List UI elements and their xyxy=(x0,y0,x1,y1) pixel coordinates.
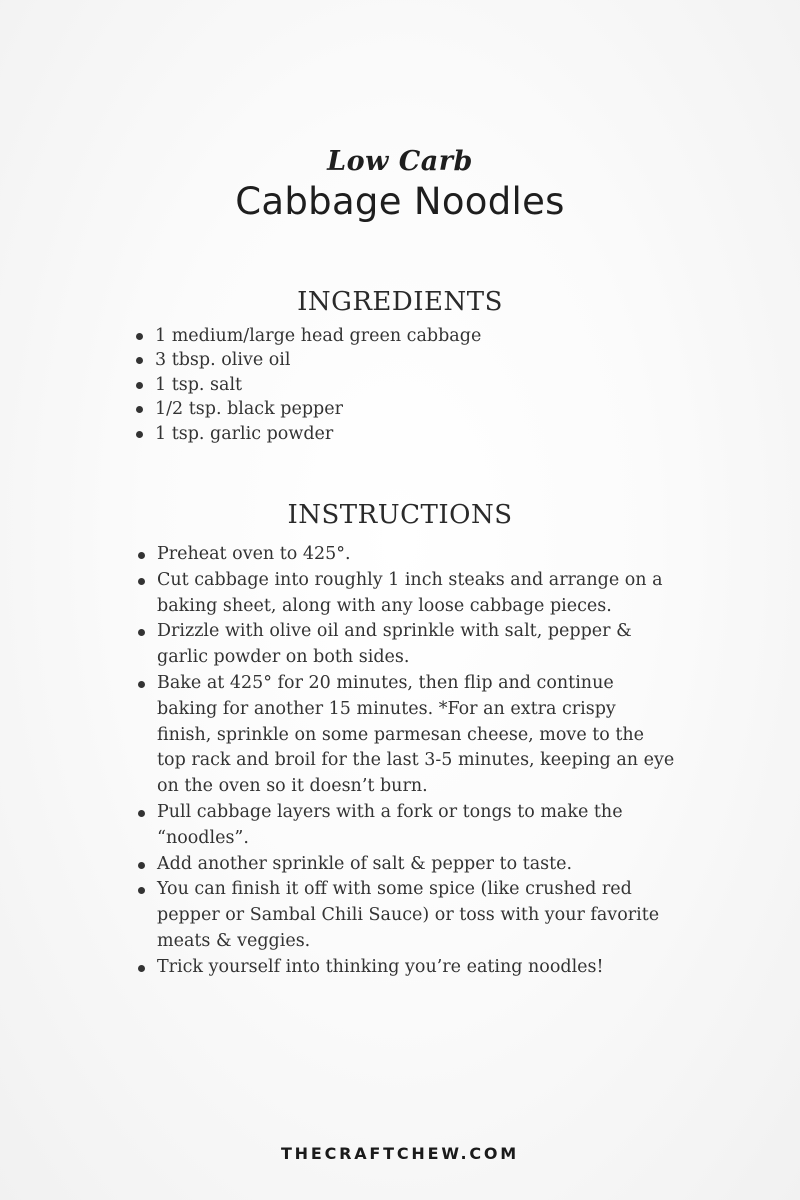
recipe-title: Cabbage Noodles xyxy=(235,180,565,223)
ingredient-item: 1 medium/large head green cabbage xyxy=(133,324,673,348)
recipe-subtitle: Low Carb xyxy=(327,146,473,177)
instruction-step: Bake at 425° for 20 minutes, then flip and continue baking for another 15 minutes. *For an extra crispy finish, sprinkle on some parmesan cheese, move to the top rack and broil for the last 3-5 minutes, keeping an eye on the oven so it doesn’t burn. xyxy=(135,671,675,800)
ingredients-list xyxy=(133,324,673,446)
ingredient-item: 3 tbsp. olive oil xyxy=(133,348,673,372)
ingredient-item: 1/2 tsp. black pepper xyxy=(133,397,673,421)
instruction-step: Cut cabbage into roughly 1 inch steaks and arrange on a baking sheet, along with any loose cabbage pieces. xyxy=(135,568,675,620)
instruction-step: Trick yourself into thinking you’re eating noodles! xyxy=(135,955,675,981)
ingredient-item: 1 tsp. garlic powder xyxy=(133,422,673,446)
instruction-step: Pull cabbage layers with a fork or tongs to make the “noodles”. xyxy=(135,800,675,852)
ingredient-item: 1 tsp. salt xyxy=(133,373,673,397)
instruction-step: You can finish it off with some spice (like crushed red pepper or Sambal Chili Sauce) or toss with your favorite meats & veggies. xyxy=(135,877,675,954)
instructions-list xyxy=(135,542,675,981)
instruction-step: Add another sprinkle of salt & pepper to taste. xyxy=(135,852,675,878)
website-footer: THECRAFTCHEW.COM xyxy=(280,1144,520,1163)
instruction-step: Preheat oven to 425°. xyxy=(135,542,675,568)
instructions-heading: INSTRUCTIONS xyxy=(287,500,513,530)
instruction-step: Drizzle with olive oil and sprinkle with salt, pepper & garlic powder on both sides. xyxy=(135,619,675,671)
ingredients-heading: INGREDIENTS xyxy=(297,287,503,317)
